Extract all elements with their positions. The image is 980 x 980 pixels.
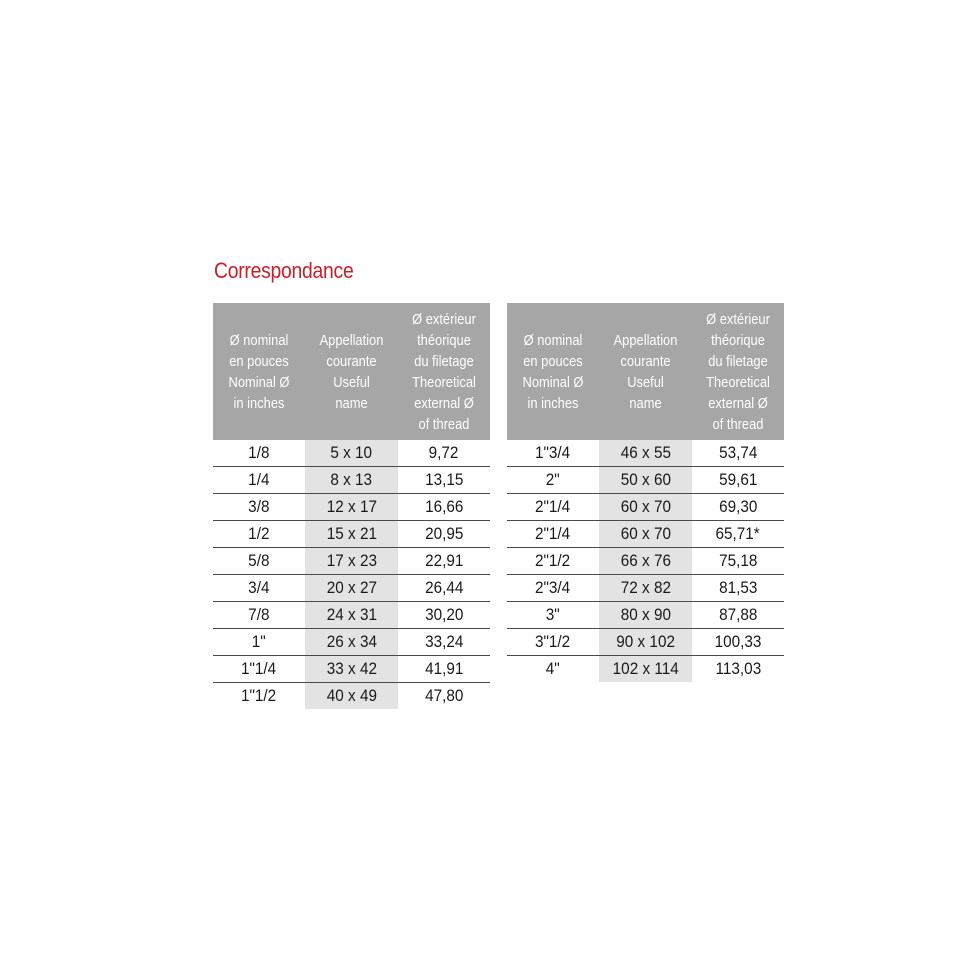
table-body-right bbox=[507, 440, 784, 682]
table-row bbox=[213, 494, 490, 521]
header-nominal-inches: Ø nominal en pouces Nominal Ø in inches bbox=[213, 303, 305, 440]
cell-nominal-inches: 1"1/2 bbox=[213, 683, 305, 710]
table-row bbox=[213, 575, 490, 602]
cell-nominal-inches: 2"1/4 bbox=[507, 494, 599, 521]
cell-useful-name: 5 x 10 bbox=[305, 440, 398, 467]
cell-useful-name: 20 x 27 bbox=[305, 575, 398, 602]
cell-useful-name: 46 x 55 bbox=[599, 440, 692, 467]
cell-nominal-inches: 3/4 bbox=[213, 575, 305, 602]
cell-nominal-inches: 7/8 bbox=[213, 602, 305, 629]
cell-external-diameter: 65,71* bbox=[692, 521, 784, 548]
cell-useful-name: 8 x 13 bbox=[305, 467, 398, 494]
correspondance-table-left bbox=[213, 303, 490, 709]
table-row bbox=[213, 548, 490, 575]
cell-useful-name: 50 x 60 bbox=[599, 467, 692, 494]
header-nominal-inches: Ø nominal en pouces Nominal Ø in inches bbox=[507, 303, 599, 440]
cell-nominal-inches: 5/8 bbox=[213, 548, 305, 575]
table-row bbox=[213, 683, 490, 710]
cell-useful-name: 26 x 34 bbox=[305, 629, 398, 656]
cell-nominal-inches: 1/8 bbox=[248, 443, 270, 462]
cell-nominal-inches: 2" bbox=[507, 467, 599, 494]
table-body-left bbox=[213, 440, 490, 709]
cell-useful-name: 102 x 114 bbox=[599, 656, 692, 683]
cell-useful-name: 33 x 42 bbox=[305, 656, 398, 683]
cell-useful-name: 80 x 90 bbox=[599, 602, 692, 629]
cell-nominal-inches: 1" bbox=[213, 629, 305, 656]
table-row bbox=[507, 467, 784, 494]
header-row bbox=[213, 303, 490, 440]
cell-useful-name: 12 x 17 bbox=[305, 494, 398, 521]
cell-external-diameter: 75,18 bbox=[692, 548, 784, 575]
cell-useful-name: 60 x 70 bbox=[599, 494, 692, 521]
cell-external-diameter: 59,61 bbox=[692, 467, 784, 494]
cell-nominal-inches: 4" bbox=[507, 656, 599, 683]
cell-nominal-inches: 2"3/4 bbox=[507, 575, 599, 602]
table-row bbox=[507, 521, 784, 548]
cell-useful-name: 17 x 23 bbox=[305, 548, 398, 575]
cell-external-diameter: 20,95 bbox=[398, 521, 490, 548]
cell-external-diameter: 33,24 bbox=[398, 629, 490, 656]
cell-nominal-inches: 3" bbox=[507, 602, 599, 629]
table-row bbox=[507, 440, 784, 467]
table-row bbox=[507, 575, 784, 602]
cell-useful-name: 40 x 49 bbox=[305, 683, 398, 710]
cell-external-diameter: 30,20 bbox=[398, 602, 490, 629]
cell-nominal-inches: 1"3/4 bbox=[535, 443, 571, 462]
cell-nominal-inches: 3/8 bbox=[213, 494, 305, 521]
cell-external-diameter: 87,88 bbox=[692, 602, 784, 629]
cell-external-diameter: 26,44 bbox=[398, 575, 490, 602]
header-external-thread: Ø extérieur théorique du filetage Theoretical external Ø of thread bbox=[692, 303, 784, 440]
cell-nominal-inches: 2"1/2 bbox=[507, 548, 599, 575]
table-row bbox=[213, 629, 490, 656]
cell-nominal-inches: 1/4 bbox=[213, 467, 305, 494]
cell-external-diameter: 47,80 bbox=[398, 683, 490, 710]
cell-external-diameter: 113,03 bbox=[692, 656, 784, 683]
cell-useful-name: 15 x 21 bbox=[305, 521, 398, 548]
table-row bbox=[507, 602, 784, 629]
table-row bbox=[213, 521, 490, 548]
page-title: Correspondance bbox=[214, 258, 354, 283]
cell-nominal-inches: 3"1/2 bbox=[507, 629, 599, 656]
table-row bbox=[213, 602, 490, 629]
table-row bbox=[213, 656, 490, 683]
cell-nominal-inches: 2"1/4 bbox=[507, 521, 599, 548]
correspondance-table-right bbox=[507, 303, 784, 682]
cell-external-diameter: 22,91 bbox=[398, 548, 490, 575]
cell-useful-name: 24 x 31 bbox=[305, 602, 398, 629]
header-useful-name: Appellation courante Useful name bbox=[599, 303, 692, 440]
cell-external-diameter: 81,53 bbox=[692, 575, 784, 602]
cell-useful-name: 66 x 76 bbox=[599, 548, 692, 575]
table-row bbox=[213, 467, 490, 494]
cell-external-diameter: 16,66 bbox=[398, 494, 490, 521]
header-external-thread: Ø extérieur théorique du filetage Theoretical external Ø of thread bbox=[398, 303, 490, 440]
table-row bbox=[507, 629, 784, 656]
cell-external-diameter: 100,33 bbox=[692, 629, 784, 656]
cell-external-diameter: 41,91 bbox=[398, 656, 490, 683]
header-row bbox=[507, 303, 784, 440]
table-row bbox=[507, 548, 784, 575]
cell-external-diameter: 53,74 bbox=[718, 443, 758, 462]
table-row bbox=[507, 494, 784, 521]
table-row bbox=[507, 656, 784, 683]
table-row bbox=[213, 440, 490, 467]
header-useful-name: Appellation courante Useful name bbox=[305, 303, 398, 440]
cell-nominal-inches: 1"1/4 bbox=[213, 656, 305, 683]
cell-external-diameter: 13,15 bbox=[398, 467, 490, 494]
cell-useful-name: 72 x 82 bbox=[599, 575, 692, 602]
cell-nominal-inches: 1/2 bbox=[213, 521, 305, 548]
cell-useful-name: 60 x 70 bbox=[599, 521, 692, 548]
cell-useful-name: 90 x 102 bbox=[599, 629, 692, 656]
cell-external-diameter: 9,72 bbox=[429, 443, 459, 462]
cell-external-diameter: 69,30 bbox=[692, 494, 784, 521]
